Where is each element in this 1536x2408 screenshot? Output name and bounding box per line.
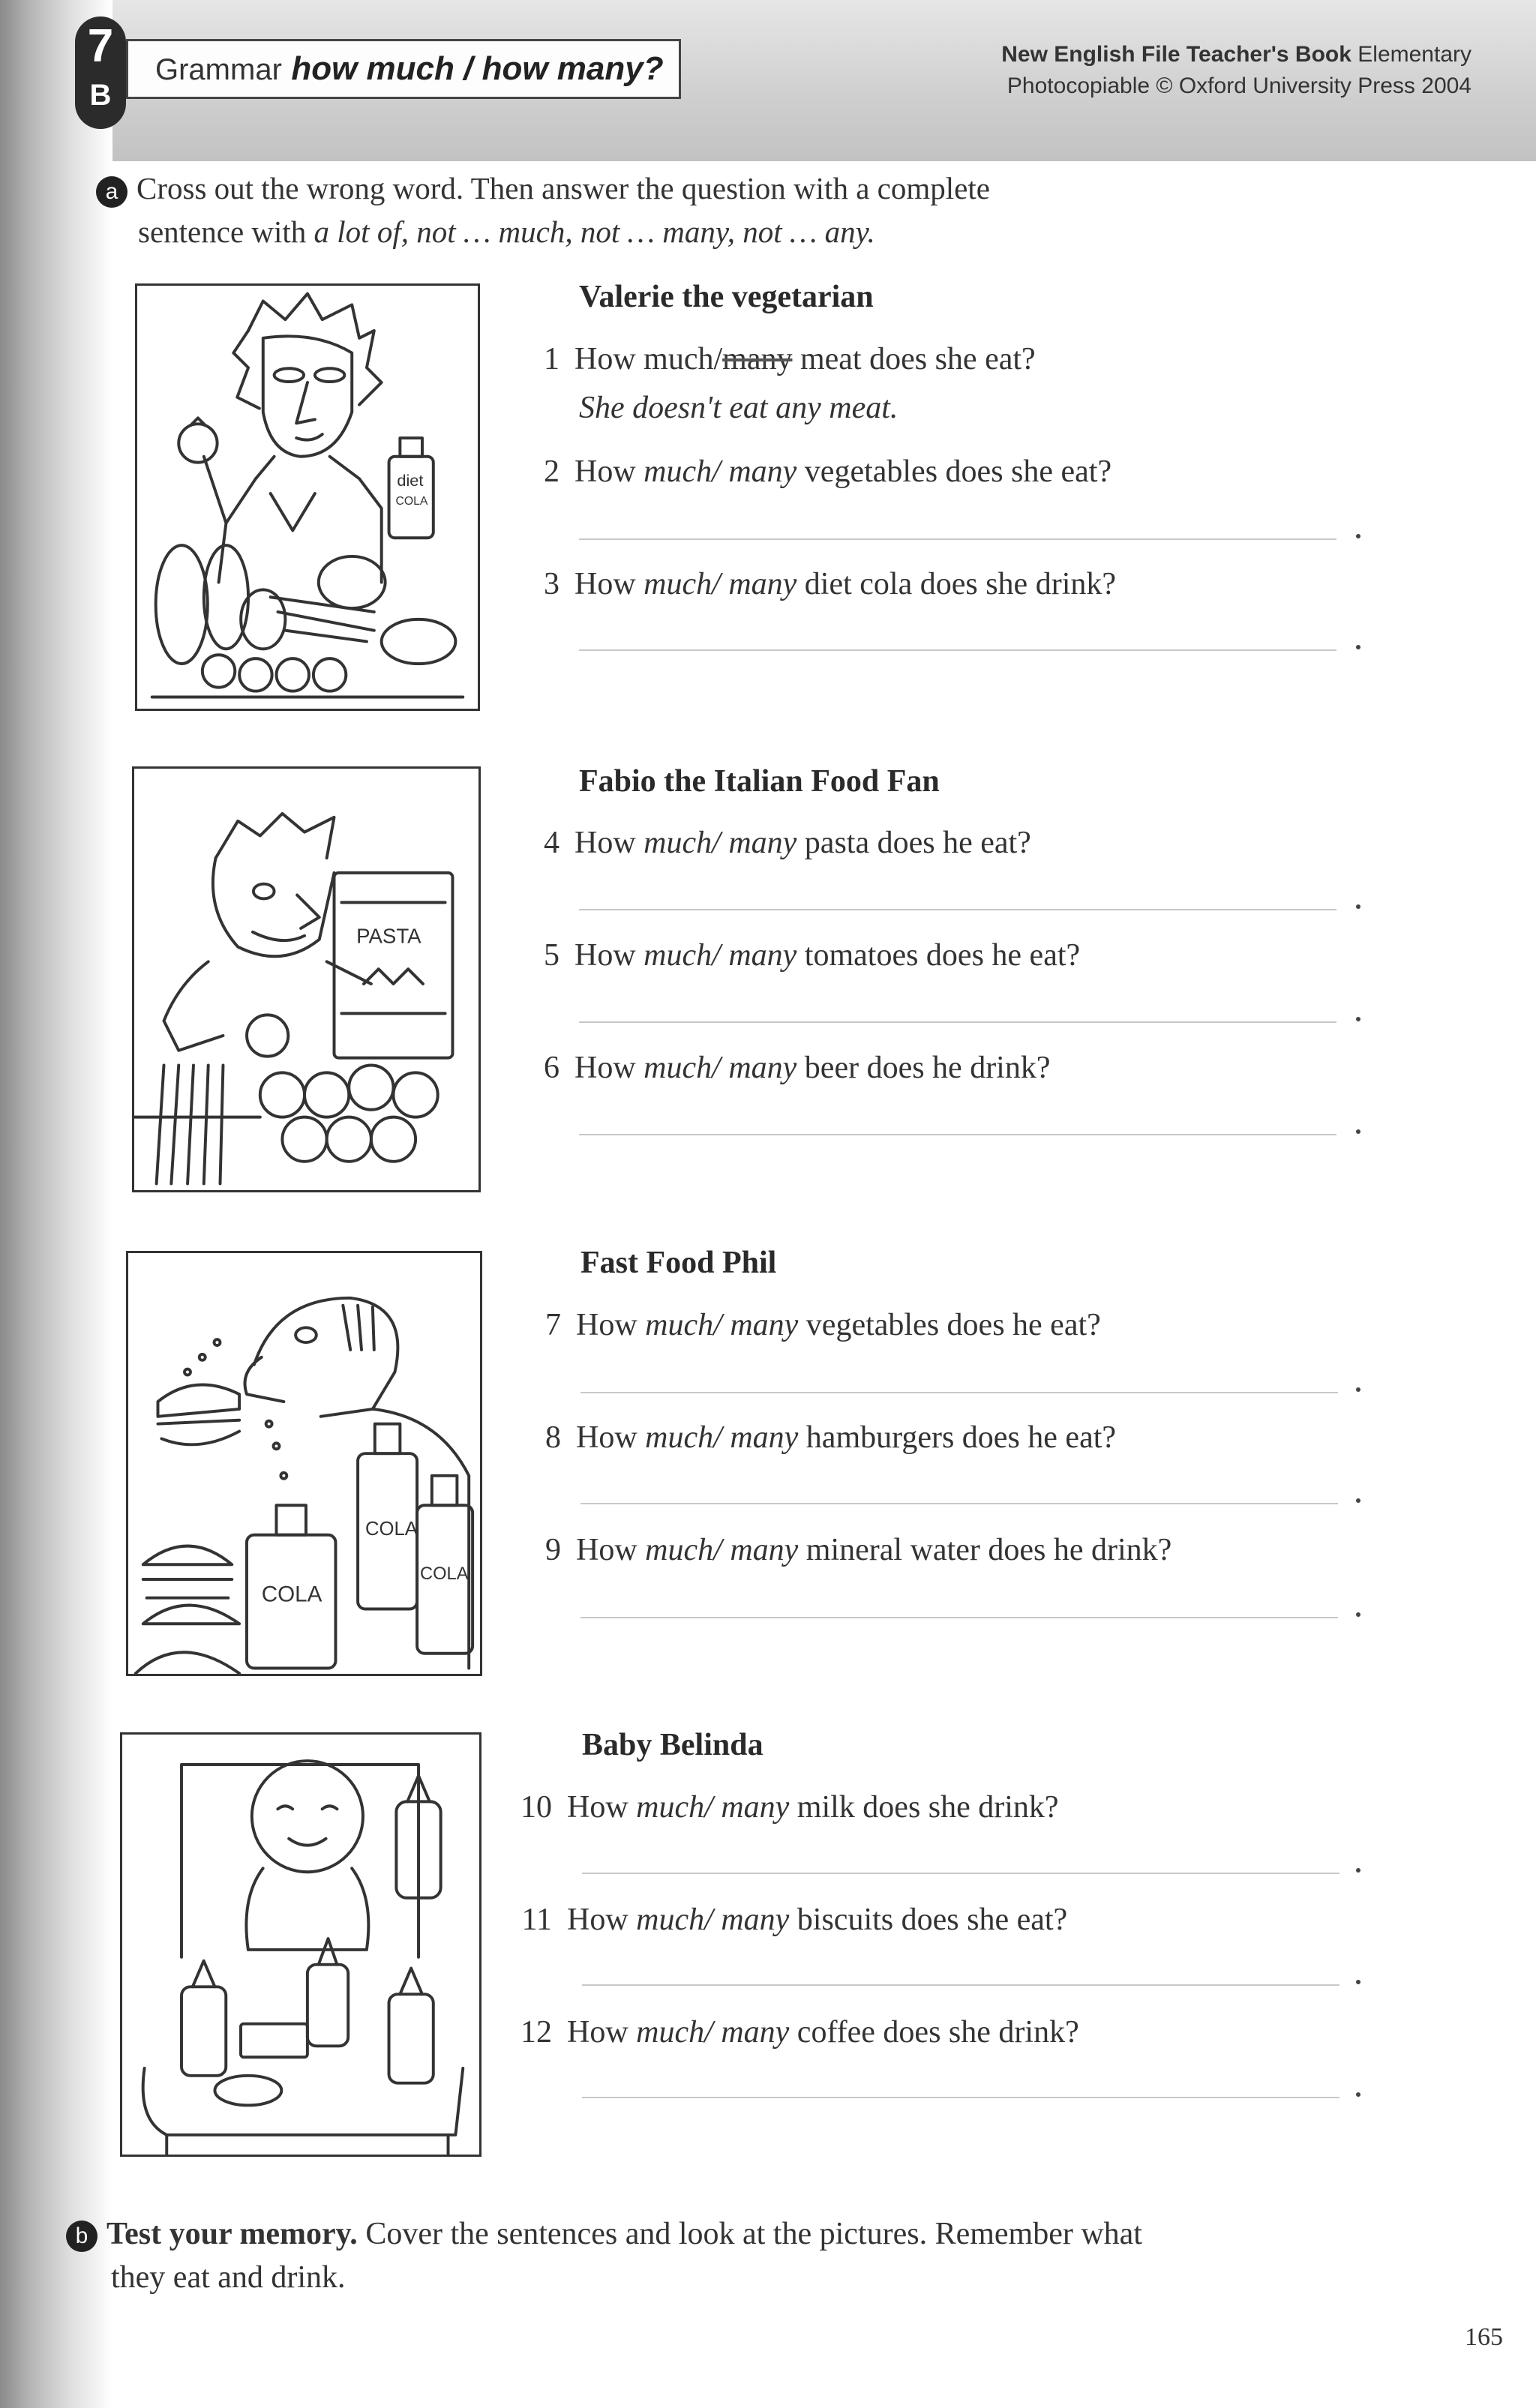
answer-line-8[interactable] (580, 1503, 1338, 1504)
question-text: tomatoes does he eat? (804, 938, 1081, 973)
question-text: hamburgers does he eat? (806, 1420, 1117, 1455)
question-text: How (567, 1790, 637, 1825)
answer-line-period (1356, 1387, 1360, 1392)
question-4 (525, 825, 1031, 861)
section-title-fabio: Fabio the Italian Food Fan (579, 764, 940, 799)
question-11 (518, 1902, 1067, 1938)
answer-line-period (1356, 1980, 1360, 1984)
answer-line-2[interactable] (579, 538, 1336, 540)
question-text: coffee does she drink? (796, 2015, 1079, 2050)
belinda-illustration (122, 1735, 479, 2155)
answer-line-period (1356, 1612, 1360, 1617)
word-choice: much/ many (644, 454, 797, 489)
question-9 (526, 1532, 1172, 1568)
belinda-picture (120, 1732, 482, 2157)
answer-line-7[interactable] (580, 1392, 1338, 1393)
question-number: 6 (544, 1051, 560, 1085)
question-text: How (576, 1420, 646, 1455)
question-6 (525, 1050, 1051, 1086)
question-7 (526, 1307, 1101, 1343)
question-number: 11 (521, 1903, 552, 1937)
page-title (126, 39, 681, 99)
fabio-illustration (134, 769, 478, 1190)
instruction-options: a lot of, not … much, not … many, not … any. (314, 214, 875, 249)
scan-gutter-shadow (0, 0, 112, 2408)
valerie-bottle-label-diet: diet (397, 471, 424, 490)
word-choice: much/ many (645, 1533, 799, 1567)
fabio-bag-label: PASTA (356, 924, 422, 948)
question-10 (518, 1789, 1059, 1825)
answer-line-4[interactable] (579, 909, 1336, 910)
answer-line-11[interactable] (582, 1984, 1340, 1986)
question-number: 9 (545, 1533, 561, 1567)
phil-bottle-label-3: COLA (261, 1582, 322, 1607)
question-text: vegetables does she eat? (804, 454, 1112, 489)
question-5 (525, 937, 1080, 973)
question-8 (526, 1420, 1116, 1456)
exercise-b-instruction (66, 2212, 1341, 2299)
crossed-out-word: many (722, 342, 793, 376)
answer-line-9[interactable] (580, 1617, 1338, 1618)
exercise-b-line2: they eat and drink. (111, 2260, 346, 2295)
book-title: New English File Teacher's Book (1001, 42, 1352, 67)
word-choice: much/ many (644, 1051, 797, 1085)
phil-bottle-label-2: COLA (420, 1564, 469, 1585)
exercise-b-line1: Cover the sentences and look at the pictures. Remember what (357, 2217, 1142, 2251)
question-12 (518, 2014, 1079, 2050)
question-text: vegetables does he eat? (806, 1308, 1101, 1342)
answer-line-period (1356, 1868, 1360, 1873)
exercise-b-heading: Test your memory. (106, 2217, 358, 2251)
word-choice: much/ many (644, 938, 797, 973)
question-number: 12 (520, 2015, 552, 2050)
question-text: How (576, 1533, 646, 1567)
answer-line-6[interactable] (579, 1134, 1336, 1135)
word-choice: much/ many (644, 826, 797, 860)
book-info (1001, 39, 1472, 102)
question-1 (525, 341, 1036, 377)
exercise-a-instruction (96, 166, 1221, 253)
answer-line-period (1356, 1129, 1360, 1134)
unit-letter: B (89, 79, 112, 112)
question-text: pasta does he eat? (804, 826, 1031, 860)
section-title-phil: Fast Food Phil (580, 1246, 777, 1280)
phil-illustration (128, 1253, 480, 1674)
answer-line-period (1356, 534, 1360, 538)
word-choice: much/ many (636, 1903, 790, 1937)
valerie-bottle-label-cola: COLA (395, 494, 428, 508)
word-choice: much/ many (645, 1420, 799, 1455)
question-text: How (576, 1308, 646, 1342)
book-level: Elementary (1358, 42, 1472, 67)
question-text: How (567, 2015, 637, 2050)
answer-line-period (1356, 645, 1360, 649)
question-number: 5 (544, 938, 560, 973)
answer-line-period (1356, 904, 1360, 909)
question-text: How (574, 567, 644, 601)
word-choice: much/ many (636, 1790, 790, 1825)
page-number: 165 (1465, 2323, 1503, 2351)
question-text: beer does he drink? (804, 1051, 1051, 1085)
grammar-topic: how much / how many? (291, 50, 664, 87)
word-choice: much/ many (644, 567, 797, 601)
phil-picture (126, 1251, 482, 1676)
exercise-a-letter: a (96, 176, 128, 208)
answer-line-period (1356, 2092, 1360, 2097)
question-text: How (574, 938, 644, 973)
example-answer: She doesn't eat any meat. (579, 391, 898, 425)
word-choice: much/ many (645, 1308, 799, 1342)
unit-number: 7 (87, 20, 114, 72)
question-text: How (574, 454, 644, 489)
question-text: meat does she eat? (800, 342, 1036, 376)
answer-line-period (1356, 1017, 1360, 1021)
valerie-picture (135, 283, 480, 711)
question-number: 3 (544, 567, 560, 601)
question-number: 4 (544, 826, 560, 860)
question-number: 1 (544, 342, 560, 376)
valerie-illustration (137, 286, 478, 709)
question-text: biscuits does she eat? (796, 1903, 1068, 1937)
answer-line-5[interactable] (579, 1021, 1336, 1023)
question-number: 2 (544, 454, 560, 489)
answer-line-10[interactable] (582, 1873, 1340, 1874)
answer-text: She doesn't eat any meat (579, 391, 890, 425)
question-text: How (567, 1903, 637, 1937)
question-2 (525, 454, 1112, 490)
exercise-b-letter: b (66, 2221, 98, 2252)
section-title-valerie: Valerie the vegetarian (579, 280, 874, 314)
copyright: Photocopiable © Oxford University Press 2004 (1006, 73, 1472, 98)
unit-badge (75, 16, 126, 129)
instruction-line2-prefix: sentence with (138, 214, 314, 249)
section-title-belinda: Baby Belinda (582, 1728, 764, 1762)
question-number: 8 (545, 1420, 561, 1455)
word-choice: much/ many (636, 2015, 790, 2050)
question-text: How (574, 1051, 644, 1085)
question-text: milk does she drink? (796, 1790, 1059, 1825)
question-3 (525, 566, 1116, 602)
answer-line-3[interactable] (579, 649, 1336, 651)
question-text: How much/ (574, 342, 723, 376)
question-text: mineral water does he drink? (806, 1533, 1172, 1567)
fabio-picture (132, 766, 481, 1192)
answer-line-12[interactable] (582, 2097, 1340, 2098)
instruction-line1: Cross out the wrong word. Then answer the question with a complete (136, 171, 990, 205)
question-text: diet cola does she drink? (804, 567, 1116, 601)
answer-line-period (1356, 1498, 1360, 1503)
question-number: 10 (520, 1790, 552, 1825)
question-number: 7 (545, 1308, 561, 1342)
phil-bottle-label-1: COLA (364, 1518, 418, 1540)
question-text: How (574, 826, 644, 860)
grammar-label: Grammar (155, 53, 282, 86)
